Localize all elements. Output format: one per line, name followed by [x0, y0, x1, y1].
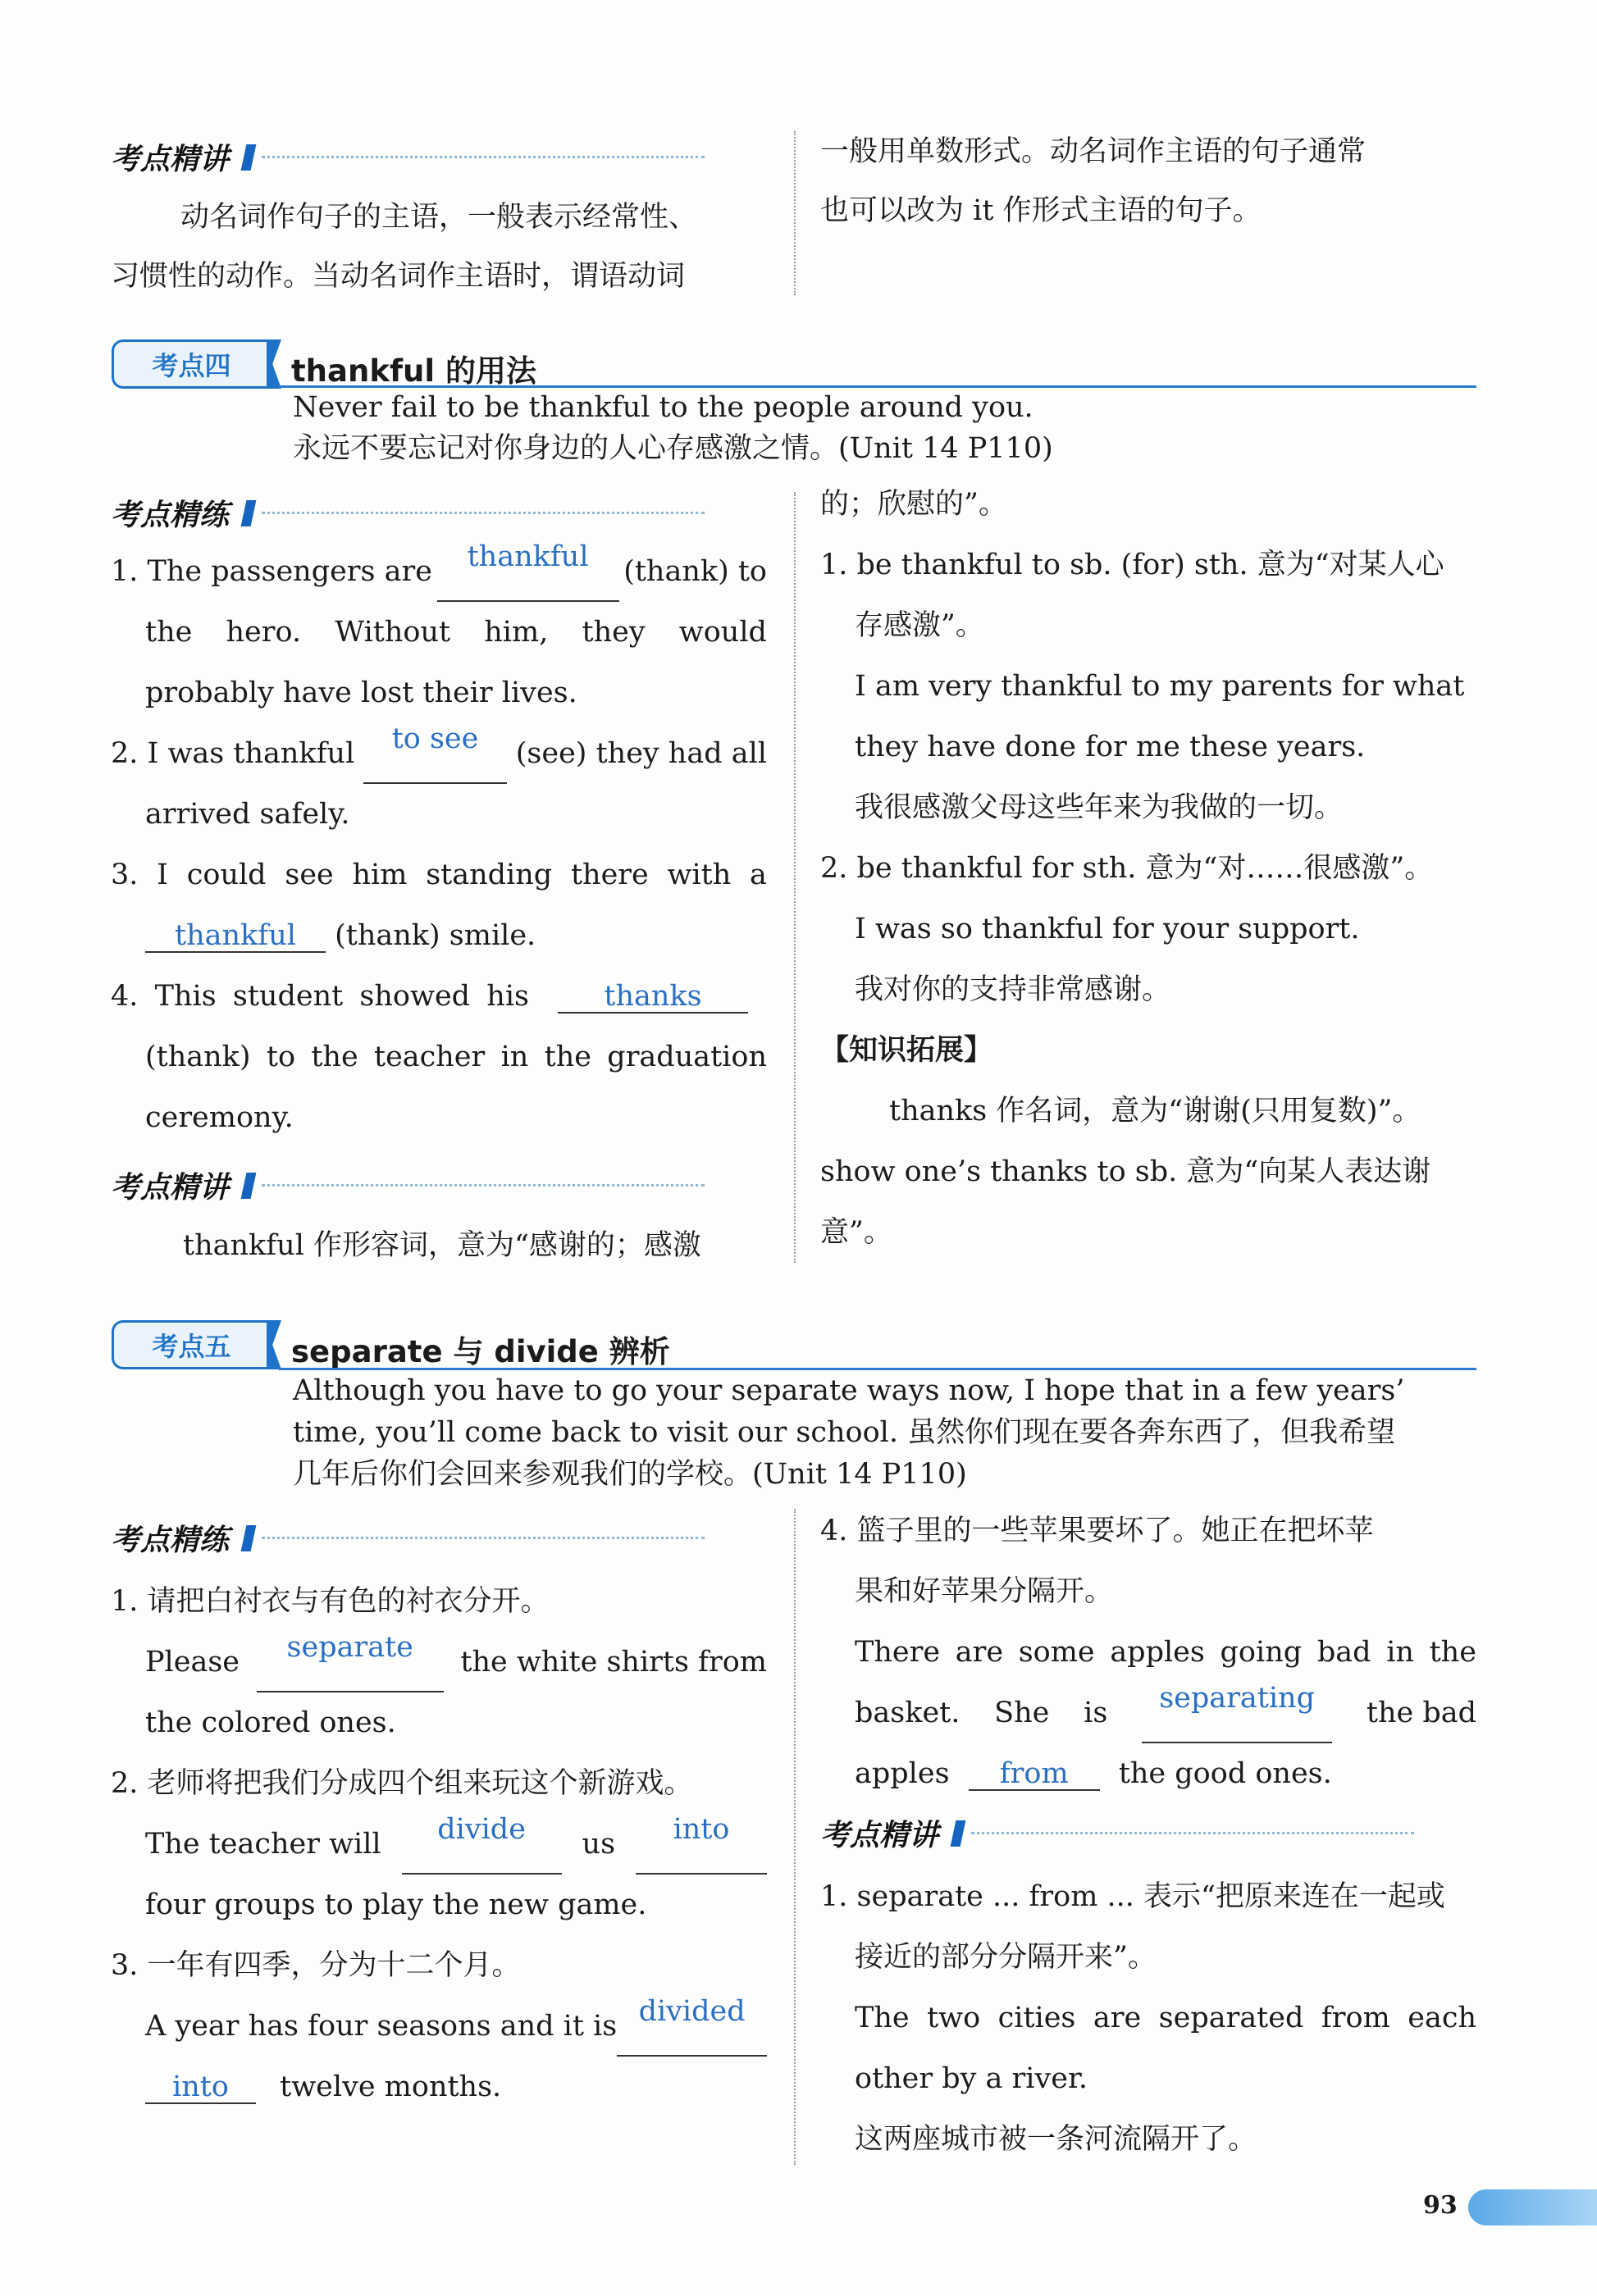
question-1-line2: the hero. Without him, they would — [145, 616, 767, 649]
example-translation: 我对你的支持非常感谢。 — [855, 973, 1171, 1006]
tab-notch-icon — [267, 1320, 281, 1369]
heading-dotted-rule — [971, 1832, 1414, 1834]
example-sentence-en: Never fail to be thankful to the people around you. — [293, 391, 1033, 424]
question-3-line2: thankful (thank) smile. — [145, 905, 536, 966]
page-number-bar — [1468, 2189, 1597, 2225]
question-3-line3: into twelve months. — [145, 2057, 501, 2117]
practice-heading: 考点精练 — [111, 492, 705, 534]
question-1: 1. The passengers are thankful (thank) to — [111, 541, 767, 602]
question-3-line2: A year has four seasons and it is divided — [145, 1996, 767, 2057]
answer-blank[interactable]: thankful — [437, 541, 619, 602]
explain-heading: 考点精讲 — [820, 1812, 1414, 1854]
text-line: thankful 作形容词，意为“感谢的；感激 — [183, 1229, 701, 1262]
explain-item-1: 1. separate ... from ... 表示“把原来连在一起或 — [820, 1880, 1445, 1913]
text-line: 习惯性的动作。当动名词作主语时，谓语动词 — [111, 260, 686, 293]
question-1-line2: Please separate the white shirts from — [145, 1632, 767, 1692]
answer-blank[interactable]: separate — [257, 1632, 444, 1692]
tab-notch-icon — [267, 339, 281, 389]
question-4-line5: apples from the good ones. — [855, 1757, 1332, 1790]
question-2: 2. I was thankful to see (see) they had all — [111, 723, 767, 784]
practice-heading: 考点精练 — [111, 1517, 705, 1559]
example-line-3: 几年后你们会回来参观我们的学校。(Unit 14 P110) — [293, 1458, 967, 1491]
question-4-line2: (thank) to the teacher in the graduation — [145, 1041, 767, 1073]
question-4-line3: There are some apples going bad in the — [855, 1636, 1476, 1669]
example-line: other by a river. — [855, 2062, 1088, 2095]
example-sentence-cn: 永远不要忘记对你身边的人心存感激之情。(Unit 14 P110) — [293, 432, 1053, 465]
topic-title: thankful 的用法 — [291, 353, 536, 389]
question-2-line2: The teacher will divide us into — [145, 1814, 767, 1875]
question-1-line3: the colored ones. — [145, 1706, 396, 1739]
question-4-line4: basket. She is separating the bad — [855, 1683, 1476, 1743]
question-3: 3. 一年有四季，分为十二个月。 — [111, 1949, 521, 1982]
answer-blank[interactable]: into — [145, 2071, 256, 2104]
question-2-line2: arrived safely. — [145, 798, 350, 831]
text-line: 意”。 — [820, 1216, 892, 1249]
explain-item-2: 2. be thankful for sth. 意为“对……很感激”。 — [820, 852, 1434, 885]
section-heading — [111, 136, 705, 178]
column-divider — [794, 131, 796, 295]
example-translation: 这两座城市被一条河流隔开了。 — [855, 2123, 1257, 2156]
answer-blank[interactable]: thankful — [145, 920, 326, 953]
text-line: 果和好苹果分隔开。 — [855, 1575, 1114, 1608]
example-line-1: Although you have to go your separate ways now, I hope that in a few years’ — [293, 1374, 1405, 1407]
answer-blank[interactable]: to see — [363, 723, 507, 784]
example-line: they have done for me these years. — [855, 731, 1366, 763]
heading-bar-icon — [951, 1820, 966, 1847]
heading-dotted-rule — [262, 512, 705, 514]
text-line: 一般用单数形式。动名词作主语的句子通常 — [820, 135, 1367, 168]
heading-bar-icon — [241, 1173, 257, 1199]
answer-blank[interactable]: into — [636, 1814, 767, 1875]
heading-bar-icon — [241, 500, 257, 526]
heading-bar-icon — [241, 144, 257, 171]
text-line: show one’s thanks to sb. 意为“向某人表达谢 — [820, 1155, 1431, 1188]
extension-title: 【知识拓展】 — [820, 1034, 993, 1067]
text-line: thanks 作名词，意为“谢谢(只用复数)”。 — [889, 1095, 1421, 1128]
heading-text: 考点精讲 — [111, 143, 230, 176]
topic-tab: 考点五 — [112, 1320, 269, 1369]
answer-blank[interactable]: separating — [1142, 1683, 1332, 1743]
question-4-line3: ceremony. — [145, 1101, 294, 1134]
question-4: 4. 篮子里的一些苹果要坏了。她正在把坏苹 — [820, 1515, 1374, 1547]
topic-tab: 考点四 — [112, 339, 269, 389]
text-line: 动名词作句子的主语，一般表示经常性、 — [180, 201, 698, 234]
answer-blank[interactable]: from — [969, 1758, 1100, 1791]
text-line: 存感激”。 — [855, 609, 984, 642]
heading-dotted-rule — [262, 156, 705, 158]
question-4: 4. This student showed his thanks — [111, 966, 767, 1027]
text-line: 的；欣慰的”。 — [820, 488, 1007, 521]
heading-dotted-rule — [262, 1184, 705, 1187]
heading-bar-icon — [241, 1525, 257, 1551]
page-number: 93 — [1423, 2191, 1458, 2220]
example-translation: 我很感激父母这些年来为我做的一切。 — [855, 791, 1344, 824]
question-1-line3: probably have lost their lives. — [145, 676, 577, 709]
explain-item-1: 1. be thankful to sb. (for) sth. 意为“对某人心 — [820, 549, 1444, 581]
question-2-line3: four groups to play the new game. — [145, 1888, 647, 1921]
answer-blank[interactable]: thanks — [558, 981, 748, 1014]
example-line: The two cities are separated from each — [855, 2002, 1476, 2034]
question-1: 1. 请把白衬衣与有色的衬衣分开。 — [111, 1585, 550, 1618]
column-divider — [794, 492, 796, 1263]
text-line: 接近的部分分隔开来”。 — [855, 1941, 1157, 1974]
example-line-2: time, you’ll come back to visit our school. 虽然你们现在要各奔东西了，但我希望 — [293, 1416, 1396, 1449]
example-line: I am very thankful to my parents for what — [855, 670, 1465, 703]
explain-heading: 考点精讲 — [111, 1164, 705, 1206]
topic-title: separate 与 divide 辨析 — [291, 1334, 670, 1369]
column-divider — [794, 1509, 796, 2165]
question-3: 3. I could see him standing there with a — [111, 859, 767, 891]
question-2: 2. 老师将把我们分成四个组来玩这个新游戏。 — [111, 1767, 693, 1800]
answer-blank[interactable]: divide — [402, 1814, 562, 1875]
text-line: 也可以改为 it 作形式主语的句子。 — [820, 194, 1262, 227]
answer-blank[interactable]: divided — [617, 1996, 767, 2057]
heading-dotted-rule — [262, 1537, 705, 1539]
example-line: I was so thankful for your support. — [855, 913, 1360, 945]
